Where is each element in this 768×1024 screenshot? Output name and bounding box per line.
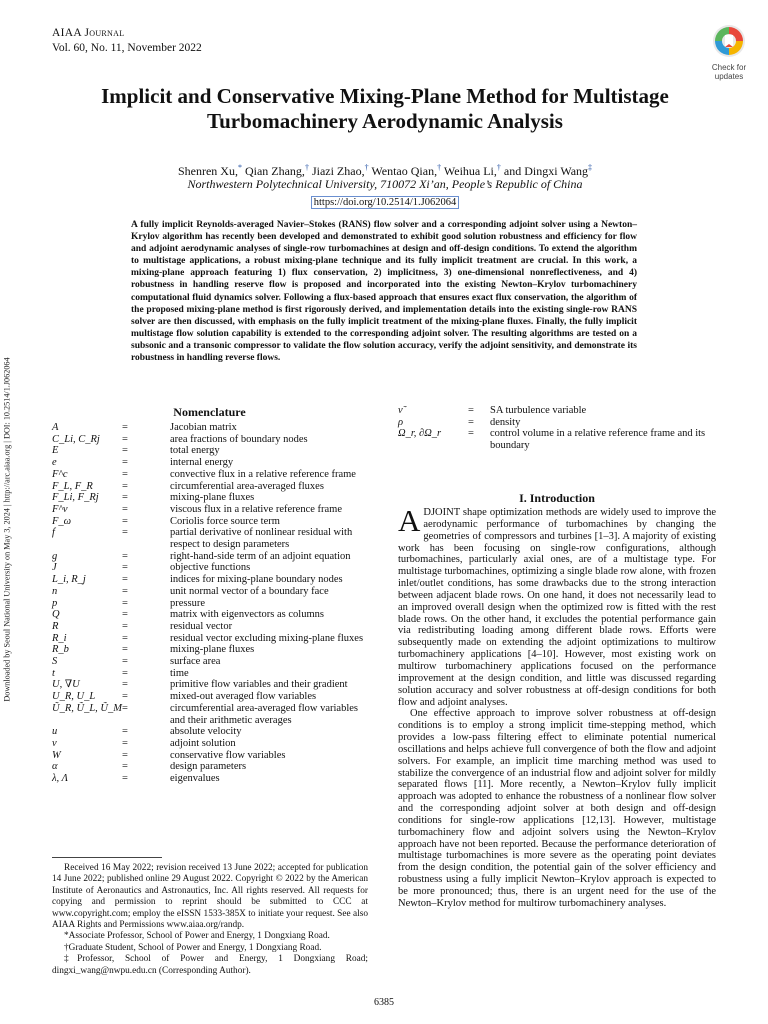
footnote-received: Received 16 May 2022; revision received 13 June 2022; accepted for publication 14 June 2022; published online 29 August 2022. Copyright © 2022 by the American Institute of Aeronautics and Astronautics, Inc. All rights reserved. All requests for copying and permission to reprint should be submitted to CCC at www.copyright.com; employ the eISSN 1533-385X to initiate your request. See also AIAA Rights and Permissions www.aiaa.org/randp. [52,863,368,931]
nomenclature-definition: indices for mixing-plane boundary nodes [170,574,343,586]
nomenclature-row [52,656,370,668]
nomenclature-equals: = [468,428,474,440]
author-footnote-mark[interactable]: ‡ [588,163,593,172]
intro-paragraph [398,503,716,708]
nomenclature-definition: internal energy [170,457,234,469]
nomenclature-definition: mixing-plane fluxes [170,644,255,656]
nomenclature-equals: = [122,433,128,445]
nomenclature-symbol: U, ∇U [52,679,80,691]
affiliation: Northwestern Polytechnical University, 710072 Xi’an, People’s Republic of China [187,177,583,191]
check-updates-icon [712,24,746,58]
nomenclature-equals: = [122,527,128,539]
check-for-updates-badge[interactable] [700,24,758,82]
footnote-rule [52,857,162,858]
nomenclature-symbol: t [52,667,55,679]
nomenclature-equals: = [122,574,128,586]
nomenclature-row [52,773,370,785]
nomenclature-definition: circumferential area-averaged fluxes [170,480,324,492]
introduction-body [398,503,716,910]
nomenclature-row [52,492,370,504]
nomenclature-equals: = [122,667,128,679]
nomenclature-equals: = [122,457,128,469]
nomenclature-row [398,428,716,451]
nomenclature-row [52,481,370,493]
nomenclature-definition: circumferential area-averaged flow variables and their arithmetic averages [170,702,359,726]
nomenclature-definition: unit normal vector of a boundary face [170,585,329,597]
author-name: Qian Zhang, [244,164,305,178]
nomenclature-row [52,562,370,574]
nomenclature-equals: = [122,585,128,597]
nomenclature-equals: = [122,656,128,668]
nomenclature-equals: = [122,422,128,433]
nomenclature-definition: right-hand-side term of an adjoint equation [170,550,351,562]
nomenclature-equals: = [122,691,128,703]
nomenclature-symbol: λ, Λ [52,773,68,785]
nomenclature-row [52,445,370,457]
nomenclature-equals: = [122,492,128,504]
nomenclature-row [52,726,370,738]
title-line-2: Turbomachinery Aerodynamic Analysis [207,109,563,133]
nomenclature-row [52,434,370,446]
nomenclature-row [52,516,370,528]
nomenclature-list-continued [398,405,716,452]
nomenclature-row [398,417,716,429]
nomenclature-definition: total energy [170,445,220,457]
nomenclature-symbol: R [52,620,59,632]
nomenclature-row [52,586,370,598]
nomenclature-definition: residual vector [170,620,233,632]
nomenclature-equals: = [122,679,128,691]
nomenclature-symbol: L_i, R_j [52,574,86,586]
nomenclature-equals: = [122,749,128,761]
nomenclature-symbol: F^v [52,503,68,515]
nomenclature-definition: mixing-plane fluxes [170,492,255,504]
footnotes [52,863,368,977]
nomenclature-equals: = [122,644,128,656]
nomenclature-symbol: u [52,726,58,738]
nomenclature-row [52,703,370,726]
footnote-2: †Graduate Student, School of Power and Energy, 1 Dongxiang Road. [64,942,322,953]
nomenclature-symbol: n [52,585,58,597]
intro-paragraph-1-text: DJOINT shape optimization methods are widely used to improve the aerodynamic performance of turbomachines by changing the geometries of compressors and turbines [1–3]. A majority of existing work has been focusing on single-row configurations, although turbomachines, particularly axial ones, are of a multistage type. For multistage turbomachines, optimizing a single blade row alone, with frozen inlet/outlet conditions, has some drawbacks due to the strong interaction between adjacent blade rows. On one hand, it does not necessarily lead to an improved overall design when the optimized row is fitted with the rest blade rows. On the other hand, it excludes the potential performance gain via redistributing loading among different blade rows. Efforts were subsequently made on extending the adjoint optimizations to multirow turbomachinery applications [4–10]. However, most existing work on multirow turbomachinery applications focused on the performance improvement at the design condition, and little was discussed regarding solution accuracy and solver robustness at off-design conditions for both flow and adjoint analyses. [398,507,716,708]
nomenclature-equals: = [122,480,128,492]
download-sidebar-text: Downloaded by Seoul National University on May 3, 2024 | http://arc.aiaa.org | DOI: 10.2514/1.J062064 [2,357,12,702]
title-line-1: Implicit and Conservative Mixing-Plane Method for Multistage [101,84,669,108]
nomenclature-row [52,551,370,563]
nomenclature-definition: surface area [170,656,221,668]
nomenclature-row [52,738,370,750]
doi-line [40,197,730,208]
journal-header [52,26,202,56]
abstract: A fully implicit Reynolds-averaged Navier–Stokes (RANS) flow solver and a corresponding adjoint solver using a Newton–Krylov algorithm has recently been developed and demonstrated to exhibit good solution robustness and efficiency for flow and adjoint aerodynamic analyses of single-row turbomachines at design and off-design conditions. To extend the algorithm to multistage applications, a robust mixing-plane technique and its fully implicit treatment are crucial. In this work, a mixing-plane approach featuring 1) flux conservation, 2) implicitness, 3) one-dimensional nonreflectiveness, and 4) robustness in handling reserve flow is proposed and incorporated into the existing Newton–Krylov turbomachinery computational fluid dynamics solver. Following a flux-based approach that ensures exact flux conservation, the algorithm of the proposed mixing-plane method is first rigorously derived, and implementation details into the existing single-row RANS solver are then discussed, with emphasis on the fully implicit treatment of the mixing-plane fluxes. Finally, the fully implicit multistage flow solution capability is extended to the corresponding adjoint solver. The resulting algorithms are tested on a subsonic and a transonic compressor to validate the flow solution accuracy, verify the adjoint sensitivity, and demonstrate its robustness in handling reverse flows. [131,220,637,364]
nomenclature-symbol: Q [52,609,60,621]
nomenclature-equals: = [122,761,128,773]
drop-cap: A [398,503,421,538]
nomenclature-heading: Nomenclature [173,405,246,419]
nomenclature-symbol: v [52,737,57,749]
badge-line1: Check for [711,63,747,72]
nomenclature-definition: design parameters [170,761,247,773]
nomenclature-definition: SA turbulence variable [490,405,587,416]
nomenclature-definition: absolute velocity [170,726,242,738]
badge-line2: updates [714,72,744,81]
nomenclature-symbol: f [52,527,55,539]
footnote-1: *Associate Professor, School of Power and Energy, 1 Dongxiang Road. [64,931,330,942]
download-sidebar [2,320,14,750]
nomenclature-definition: mixed-out averaged flow variables [170,691,317,703]
nomenclature-equals: = [122,503,128,515]
nomenclature-row [52,644,370,656]
nomenclature-definition: convective flux in a relative reference frame [170,468,356,480]
nomenclature-symbol: ρ [398,416,404,428]
nomenclature-definition: objective functions [170,562,251,574]
nomenclature-equals: = [122,445,128,457]
nomenclature-equals: = [122,550,128,562]
nomenclature-symbol: Ω_r, ∂Ω_r [398,428,442,440]
nomenclature-symbol: R_i [52,632,67,644]
nomenclature-definition: adjoint solution [170,737,236,749]
nomenclature-row [52,469,370,481]
nomenclature-symbol: W [52,749,61,761]
nomenclature-definition: density [490,416,521,428]
nomenclature-row [52,527,370,550]
nomenclature-equals: = [122,726,128,738]
nomenclature-definition: area fractions of boundary nodes [170,433,308,445]
nomenclature-row [52,679,370,691]
author-footnote-mark[interactable]: † [437,163,442,172]
nomenclature-symbol: F_Li, F_Rj [52,492,99,504]
journal-issue: Vol. 60, No. 11, November 2022 [52,42,202,54]
nomenclature-symbol: e [52,457,57,469]
nomenclature-equals: = [122,515,128,527]
nomenclature-symbol: Ũ_R, Ũ_L, Ũ_M [52,702,122,714]
nomenclature-symbol: R_b [52,644,69,656]
nomenclature-symbol: F_ω [52,515,72,527]
nomenclature-row [52,598,370,610]
nomenclature-symbol: S [52,656,58,668]
nomenclature-definition: primitive flow variables and their gradient [170,679,348,691]
nomenclature-row [52,574,370,586]
nomenclature-symbol: U_R, U_L [52,691,96,703]
nomenclature-symbol: E [52,445,59,457]
doi-link[interactable]: https://doi.org/10.2514/1.J062064 [311,196,459,209]
nomenclature-symbol: F_L, F_R [52,480,93,492]
nomenclature-row [52,750,370,762]
author-footnote-mark[interactable]: † [364,163,369,172]
nomenclature-definition: pressure [170,597,205,609]
nomenclature-row [398,405,716,417]
nomenclature-equals: = [122,737,128,749]
author-name: Shenren Xu, [177,164,238,178]
nomenclature-definition: control volume in a relative reference frame and its boundary [490,428,706,452]
author-name: Jiazi Zhao, [311,164,365,178]
nomenclature-equals: = [122,620,128,632]
author-name: Wentao Qian, [371,164,438,178]
nomenclature-definition: time [170,667,189,679]
nomenclature-equals: = [122,468,128,480]
nomenclature-definition: partial derivative of nonlinear residual with respect to design parameters [170,527,353,551]
nomenclature-definition: residual vector excluding mixing-plane fluxes [170,632,364,644]
journal-name: AIAA Journal [52,27,125,39]
nomenclature-symbol: g [52,550,58,562]
nomenclature-equals: = [122,597,128,609]
nomenclature-definition: viscous flux in a relative reference frame [170,503,342,515]
nomenclature-equals: = [468,405,474,416]
nomenclature-definition: matrix with eigenvectors as columns [170,609,324,621]
nomenclature-row [52,761,370,773]
nomenclature-symbol: A [52,422,59,433]
nomenclature-definition: eigenvalues [170,773,220,785]
nomenclature-definition: Jacobian matrix [170,422,237,433]
nomenclature-symbol: p [52,597,58,609]
nomenclature-definition: Coriolis force source term [170,515,280,527]
author-footnote-mark[interactable]: † [304,163,309,172]
nomenclature-equals: = [122,609,128,621]
nomenclature-row [52,457,370,469]
nomenclature-symbol: ν̃ [398,405,403,416]
nomenclature-symbol: C_Li, C_Rj [52,433,100,445]
footnote-3: ‡Professor, School of Power and Energy, 1 Dongxiang Road; dingxi_wang@nwpu.edu.cn (Corresponding Author). [52,954,368,976]
nomenclature-symbol: F^c [52,468,68,480]
introduction-heading: I. Introduction [519,491,595,505]
nomenclature-equals: = [122,562,128,574]
nomenclature-equals: = [468,416,474,428]
nomenclature-equals: = [122,773,128,785]
paper-title [40,84,730,134]
nomenclature-equals: = [122,702,128,714]
nomenclature-equals: = [122,632,128,644]
nomenclature-row [52,633,370,645]
author-footnote-mark[interactable]: † [496,163,501,172]
nomenclature-row [52,609,370,621]
nomenclature-row [52,422,370,434]
nomenclature-row [52,621,370,633]
nomenclature-row [52,668,370,680]
nomenclature-symbol: J [52,562,57,574]
author-footnote-mark[interactable]: * [237,163,242,172]
nomenclature-definition: conservative flow variables [170,749,286,761]
intro-paragraph-2: One effective approach to improve solver robustness at off-design conditions is to employ a strong implicit time-stepping method, which provides a low-pass filtering effect to eliminate potential numerical oscillations and helps achieve full convergence of both the flow and adjoint solvers. For example, an implicit time marching method was used to stabilize the convergence of an industrial flow and adjoint solver for mildly separated flows [11]. More recently, a Newton–Krylov fully implicit approach was adopted to enhance the robustness of a nonlinear flow solver and the corresponding adjoint solver at both design and off-design conditions for single-row applications [12,13]. However, multistage turbomachinery flow and adjoint solvers using the Newton–Krylov approach have not been reported. Because the performance deterioration of multistage turbomachines is more severe as the operating point deviates from the design condition, the potential gain of the solver efficiency and robustness using a fully implicit Newton–Krylov approach is expected to be more pronounced; thus, there is an urgent need for the use of the Newton–Krylov method for multirow turbomachinery analyses. [398,708,716,909]
nomenclature-row [52,691,370,703]
author-name: Weihua Li, [443,164,497,178]
nomenclature-row [52,504,370,516]
nomenclature-list [52,422,370,785]
author-name: and Dingxi Wang [503,164,589,178]
page-number: 6385 [374,997,394,1008]
nomenclature-symbol: α [52,761,58,773]
